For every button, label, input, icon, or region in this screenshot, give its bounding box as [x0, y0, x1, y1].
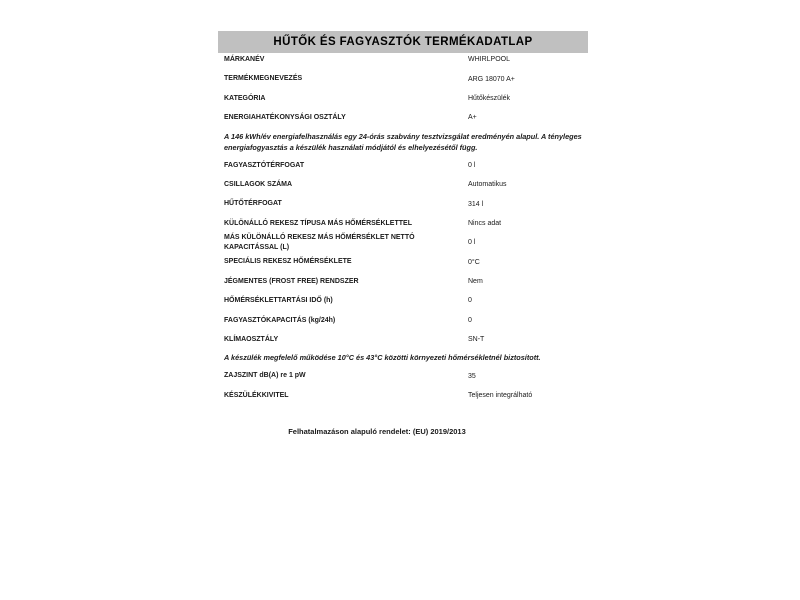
note-text: A készülék megfelelő működése 10°C és 43°C közötti környezeti hőmérsékletnél biztosított. [224, 353, 541, 363]
row-label: HŐMÉRSÉKLETTARTÁSI IDŐ (h) [224, 297, 333, 305]
sheet-title: HŰTŐK ÉS FAGYASZTÓK TERMÉKADATLAP [273, 36, 533, 48]
table-row [224, 108, 588, 127]
table-row [224, 50, 588, 69]
row-value: 35 [468, 372, 476, 380]
row-label: TERMÉKMEGNEVEZÉS [224, 75, 303, 83]
row-label: FAGYASZTÓTÉRFOGAT [224, 161, 305, 169]
table-row [224, 253, 588, 272]
row-value: 0 l [468, 161, 476, 169]
row-label: KATEGÓRIA [224, 94, 266, 102]
row-label: JÉGMENTES (FROST FREE) RENDSZER [224, 277, 359, 285]
row-label: FAGYASZTÓKAPACITÁS (kg/24h) [224, 316, 336, 324]
table-row [224, 69, 588, 88]
row-value: WHIRLPOOL [468, 56, 511, 64]
row-label: MÁRKANÉV [224, 55, 265, 63]
table-row [224, 386, 588, 405]
row-label: SPECIÁLIS REKESZ HŐMÉRSÉKLETE [224, 258, 352, 266]
table-row [224, 330, 588, 349]
row-label: MÁS KÜLÖNÁLLÓ REKESZ MÁS HŐMÉRSÉKLET NETTÓ KAPACITÁSSAL (L) [224, 234, 415, 251]
row-value: Nem [468, 278, 483, 286]
table-row [224, 311, 588, 330]
row-value: 0 [468, 316, 472, 324]
row-value: A+ [468, 114, 477, 122]
table-row [224, 366, 588, 385]
row-label: KLÍMAOSZTÁLY [224, 336, 279, 344]
row-value: Automatikus [468, 181, 507, 189]
row-value: 0 l [468, 239, 476, 247]
row-value: 0 [468, 297, 472, 305]
row-value: Teljesen integrálható [468, 392, 533, 400]
table-row [224, 272, 588, 291]
row-label: HŰTŐTÉRFOGAT [224, 200, 282, 208]
row-value: Nincs adat [468, 219, 502, 227]
table-row [224, 175, 588, 194]
row-value: ARG 18070 A+ [468, 75, 515, 83]
row-value: 0°C [468, 258, 480, 266]
row-label: ZAJSZINT dB(A) re 1 pW [224, 372, 306, 380]
row-value: SN-T [468, 336, 485, 344]
row-label: KÜLÖNÁLLÓ REKESZ TÍPUSA MÁS HŐMÉRSÉKLETTEL [224, 219, 412, 227]
table-row [224, 291, 588, 310]
table-row [224, 89, 588, 108]
table-row [224, 233, 588, 252]
row-value: Hűtőkészülék [468, 94, 511, 102]
table-row [224, 214, 588, 233]
row-value: 314 l [468, 200, 484, 208]
row-label: KÉSZÜLÉKKIVITEL [224, 391, 289, 399]
row-label: CSILLAGOK SZÁMA [224, 180, 293, 188]
note-text: A 146 kWh/év energiafelhasználás egy 24-órás szabvány tesztvizsgálat eredményén alapul. A tényleges energiafogyasztás a készülék használati módjától és elhelyezésétől függ. [224, 131, 582, 152]
rows-container [218, 50, 588, 405]
product-datasheet [218, 31, 588, 436]
row-label: ENERGIAHATÉKONYSÁGI OSZTÁLY [224, 114, 346, 122]
footer-regulation: Felhatalmazáson alapuló rendelet: (EU) 2019/2013 [288, 427, 466, 437]
table-row [224, 156, 588, 175]
table-row [224, 194, 588, 213]
